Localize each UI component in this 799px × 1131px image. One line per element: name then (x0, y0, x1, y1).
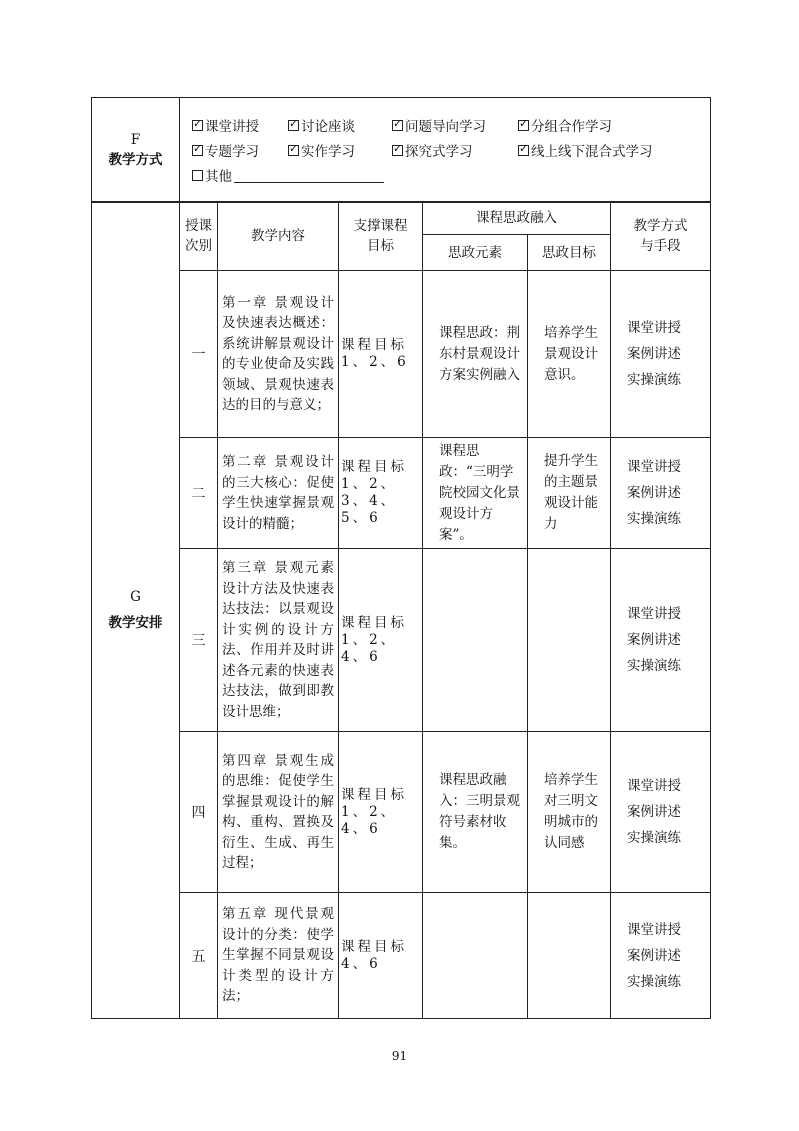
checkbox-checked-icon[interactable] (392, 120, 403, 131)
ideology-objective: 培养学生对三明文明城市的认同感 (528, 732, 611, 893)
session-content: 第一章 景观设计及快速表达概述：系统讲解景观设计的专业使命及实践领域、景观快速表达的目的与意义； (218, 271, 339, 438)
checkbox-checked-icon[interactable] (518, 120, 529, 131)
teaching-method: 课堂讲授 案例讲述 实操演练 (611, 271, 711, 438)
table-row (92, 893, 711, 1019)
session-goal: 课程目标1、2、4、6 (339, 732, 423, 893)
method-item[interactable]: ✓ 线上线下混合式学习 (518, 140, 653, 160)
section-f-code: F (130, 132, 141, 148)
page-number: 91 (391, 1049, 408, 1063)
header-session: 授课次别 (180, 202, 218, 271)
session-goal: 课程目标1、2、6 (339, 271, 423, 438)
teaching-method: 课堂讲授 案例讲述 实操演练 (611, 732, 711, 893)
teaching-method: 课堂讲授 案例讲述 实操演练 (611, 438, 711, 549)
ideology-element: 课程思政融入：三明景观符号素材收集。 (423, 732, 528, 893)
session-content: 第四章 景观生成的思维：促使学生掌握景观设计的解构、重构、置换及衍生、生成、再生过程； (218, 732, 339, 893)
session-number: 二 (180, 438, 218, 549)
ideology-objective: 提升学生的主题景观设计能力 (528, 438, 611, 549)
ideology-element (423, 893, 528, 1019)
methods-row-3 (192, 163, 710, 188)
methods-cell (180, 98, 711, 203)
header-content: 教学内容 (218, 202, 339, 271)
ideology-objective: 培养学生景观设计意识。 (528, 271, 611, 438)
teaching-methods-table (91, 97, 711, 203)
method-item[interactable]: ✓ 实作学习 (288, 140, 392, 160)
ideology-element: 课程思政：荆东村景观设计方案实例融入 (423, 271, 528, 438)
checkbox-checked-icon[interactable] (192, 120, 203, 131)
section-f-title: 教学方式 (108, 152, 163, 168)
session-goal: 课程目标1、2、3、4、5、6 (339, 438, 423, 549)
checkbox-checked-icon[interactable] (288, 145, 299, 156)
teaching-method: 课堂讲授 案例讲述 实操演练 (611, 549, 711, 732)
checkbox-checked-icon[interactable] (192, 145, 203, 156)
methods-row-1 (192, 113, 710, 138)
header-goal: 支撑课程目标 (339, 202, 423, 271)
session-number: 一 (180, 271, 218, 438)
session-number: 四 (180, 732, 218, 893)
ideology-objective (528, 893, 611, 1019)
session-number: 五 (180, 893, 218, 1019)
method-item[interactable]: ✓ 专题学习 (192, 140, 288, 160)
session-goal: 课程目标4、6 (339, 893, 423, 1019)
section-g-label (92, 202, 180, 1019)
teaching-schedule-table (91, 201, 711, 1019)
section-g-code: G (130, 589, 141, 605)
session-content: 第五章 现代景观设计的分类：使学生掌握不同景观设计类型的设计方法； (218, 893, 339, 1019)
method-item[interactable]: ✓ 课堂讲授 (192, 115, 288, 135)
ideology-element (423, 549, 528, 732)
method-item[interactable]: ✓ 问题导向学习 (392, 115, 518, 135)
header-element: 思政元素 (423, 235, 528, 271)
method-item[interactable]: ✓ 分组合作学习 (518, 115, 612, 135)
checkbox-unchecked-icon[interactable] (192, 170, 203, 181)
table-row (92, 271, 711, 438)
teaching-method: 课堂讲授 案例讲述 实操演练 (611, 893, 711, 1019)
session-goal: 课程目标1、2、4、6 (339, 549, 423, 732)
session-number: 三 (180, 549, 218, 732)
header-objective: 思政目标 (528, 235, 611, 271)
table-row (92, 732, 711, 893)
section-g-title: 教学安排 (108, 615, 163, 631)
method-item-other[interactable]: 其他 (192, 165, 384, 185)
section-f-label (92, 98, 180, 203)
header-ideology: 课程思政融入 (423, 202, 611, 235)
methods-row-2 (192, 138, 710, 163)
method-item[interactable]: ✓ 探究式学习 (392, 140, 518, 160)
method-item[interactable]: ✓ 讨论座谈 (288, 115, 392, 135)
checkbox-checked-icon[interactable] (288, 120, 299, 131)
session-content: 第二章 景观设计的三大核心：促使学生快速掌握景观设计的精髓； (218, 438, 339, 549)
ideology-element: 课程思政：“三明学院校园文化景观设计方案”。 (423, 438, 528, 549)
table-row (92, 438, 711, 549)
session-content: 第三章 景观元素设计方法及快速表达技法：以景观设计实例的设计方法、作用并及时讲述各元素的快速表达技法，做到即教设计思维； (218, 549, 339, 732)
other-input-line[interactable] (234, 168, 384, 183)
ideology-objective (528, 549, 611, 732)
table-row (92, 549, 711, 732)
checkbox-checked-icon[interactable] (392, 145, 403, 156)
header-method: 教学方式与手段 (611, 202, 711, 271)
checkbox-checked-icon[interactable] (518, 145, 529, 156)
